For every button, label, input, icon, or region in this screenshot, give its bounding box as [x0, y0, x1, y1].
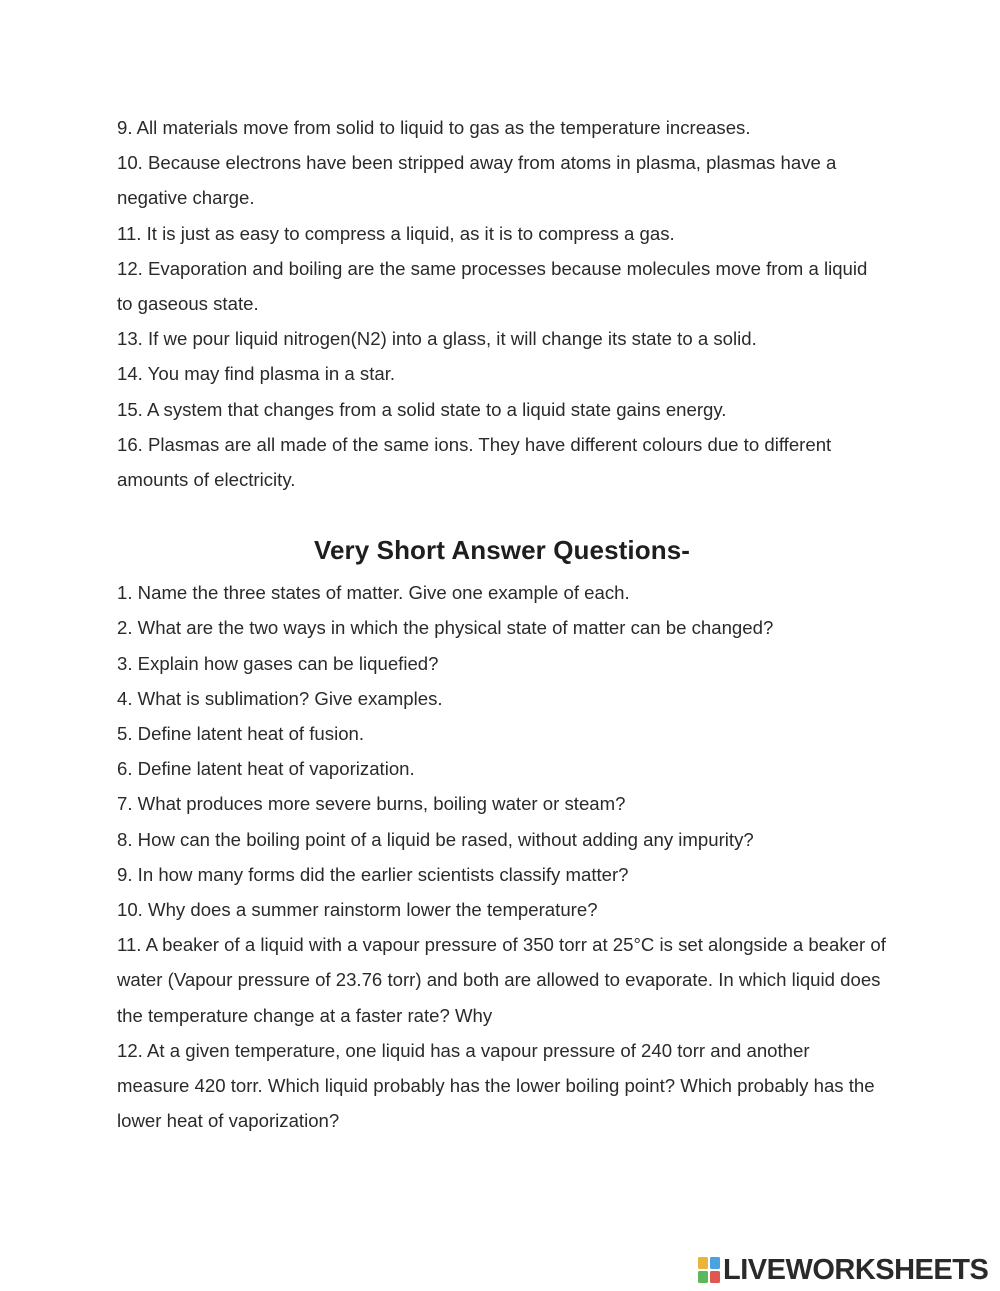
short-answer-list: [117, 575, 887, 1138]
statement-item: 13. If we pour liquid nitrogen(N2) into a glass, it will change its state to a solid.: [117, 328, 757, 350]
question-item: 1. Name the three states of matter. Give one example of each.: [117, 582, 630, 604]
statement-item: 11. It is just as easy to compress a liquid, as it is to compress a gas.: [117, 222, 675, 244]
logo-text: LIVEWORKSHEETS: [723, 1254, 989, 1286]
question-item: 3. Explain how gases can be liquefied?: [117, 652, 439, 674]
statement-item: 10. Because electrons have been stripped away from atoms in plasma, plasmas have a negative charge.: [117, 152, 837, 209]
true-false-list: [117, 110, 887, 497]
question-item: 10. Why does a summer rainstorm lower the temperature?: [117, 899, 598, 921]
statement-item: 9. All materials move from solid to liquid to gas as the temperature increases.: [117, 117, 751, 138]
question-item: 6. Define latent heat of vaporization.: [117, 758, 415, 780]
statement-item: 14. You may find plasma in a star.: [117, 363, 396, 385]
question-item: 11. A beaker of a liquid with a vapour pressure of 350 torr at 25°C is set alongside a beaker of water (Vapour pressure of 23.76 torr) and both are allowed to evaporate. In which liquid does the temperature change at a faster rate? Why: [117, 934, 886, 1026]
question-item: 8. How can the boiling point of a liquid be rased, without adding any impurity?: [117, 828, 754, 850]
question-item: 12. At a given temperature, one liquid has a vapour pressure of 240 torr and another measure 420 torr. Which liquid probably has the lower boiling point? Which probably has the lower heat of vaporization?: [117, 1039, 875, 1132]
statement-item: 12. Evaporation and boiling are the same processes because molecules move from a liquid to gaseous state.: [117, 257, 868, 315]
question-item: 9. In how many forms did the earlier scientists classify matter?: [117, 863, 629, 885]
question-item: 4. What is sublimation? Give examples.: [117, 687, 443, 709]
question-item: 2. What are the two ways in which the physical state of matter can be changed?: [117, 617, 774, 639]
statement-item: 15. A system that changes from a solid state to a liquid state gains energy.: [117, 398, 727, 420]
statement-item: 16. Plasmas are all made of the same ions. They have different colours due to different amounts of electricity.: [117, 433, 832, 491]
liveworksheets-logo[interactable]: [698, 1255, 988, 1285]
liveworksheets-badge-icon: [698, 1257, 720, 1283]
worksheet-page: [117, 110, 887, 1138]
question-item: 5. Define latent heat of fusion.: [117, 723, 365, 745]
question-item: 7. What produces more severe burns, boiling water or steam?: [117, 793, 626, 815]
section-title: Very Short Answer Questions-: [313, 535, 691, 566]
